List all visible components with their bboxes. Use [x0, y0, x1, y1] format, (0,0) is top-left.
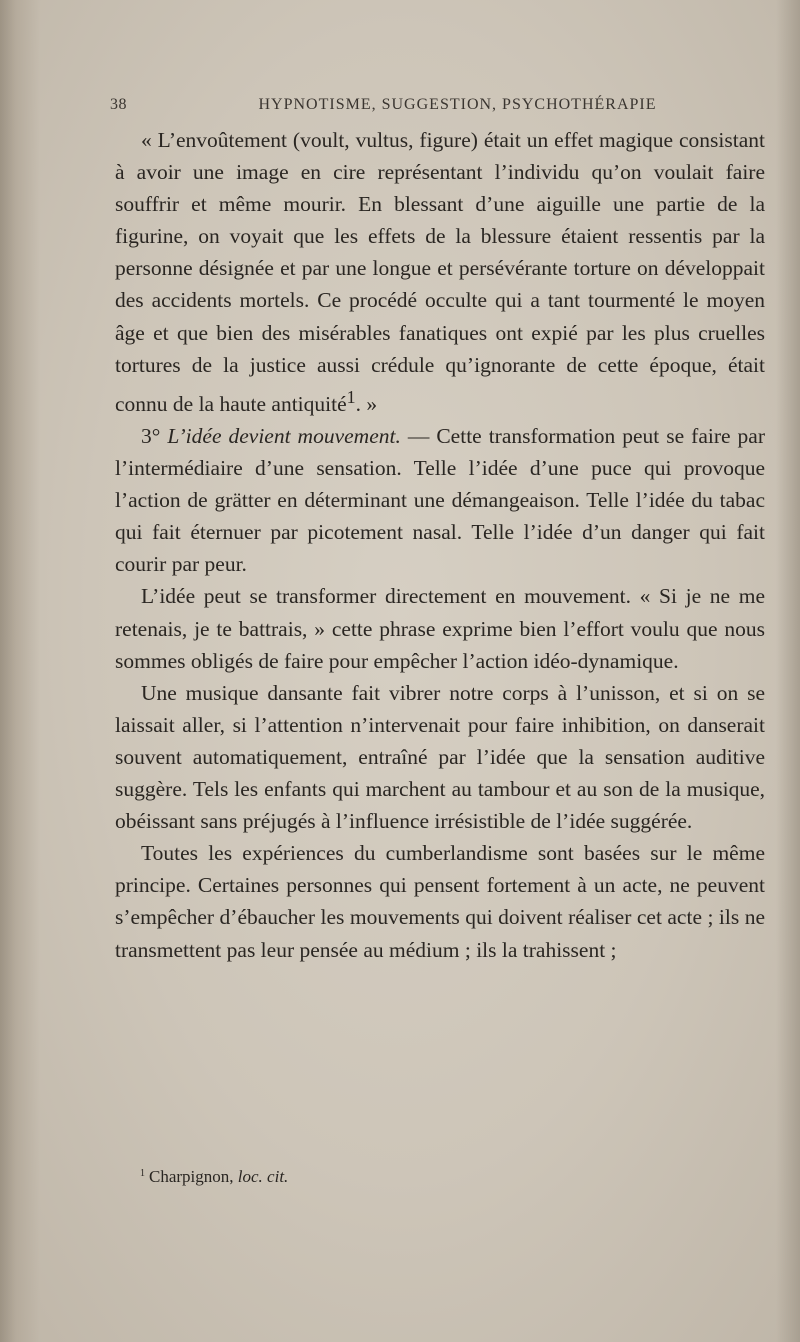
paragraph-envoutement	[115, 124, 765, 420]
paragraph-transformation: L’idée peut se transformer directement en mouvement. « Si je ne me retenais, je te battrais, » cette phrase exprime bien l’effort voulu que nous sommes obligés de faire pour empêcher l’action idéo-dynamique.	[115, 584, 765, 673]
section-number: 3°	[141, 424, 161, 448]
footnote-reference: 1	[346, 386, 356, 407]
paragraph-text: — Cette transformation peut se faire par l’intermédiaire d’une sensation. Telle l’idée d’une puce qui provoque l’action de grätter en déterminant une démangeaison. Telle l’idée du tabac qui fait éternuer par picotement nasal. Telle l’idée d’un danger qui fait courir par peur.	[115, 424, 766, 577]
paragraph-cumberlandisme: Toutes les expériences du cumberlandisme sont basées sur le même principe. Certaines personnes qui pensent fortement à un acte, ne peuvent s’empêcher d’ébaucher les mouvements qui doivent réaliser cet acte ; ils ne transmettent pas leur pensée au médium ; ils la trahissent ;	[115, 841, 765, 962]
paragraph-text: « L’envoûtement (voult, vultus, figure) était un effet magique consistant à avoir une image en cire représentant l’individu qu’on voulait faire souffrir et même mourir. En blessant d’une aiguille une partie de la figurine, on voyait que les effets de la blessure étaient ressentis par la personne désignée et par une longue et persévérante torture on développait des accidents mortels. Ce procédé occulte qui a tant tourmenté le moyen âge et que bien des misérables fanatiques ont expié par les plus cruelles tortures de la justice aussi crédule qu’ignorante de cette époque, était connu de la haute antiquité	[115, 128, 765, 416]
section-heading: L’idée devient mouvement.	[167, 424, 401, 448]
footnote-marker: 1	[140, 1168, 145, 1179]
footnote	[140, 1163, 760, 1188]
page-shadow-right	[776, 0, 800, 1342]
paragraph-idee-mouvement	[115, 420, 765, 580]
paragraph-musique: Une musique dansante fait vibrer notre corps à l’unisson, et si on se laissait aller, si l’attention n’intervenait pour faire inhibition, on danserait souvent automatiquement, entraîné par l’idée que la sensation auditive suggère. Tels les enfants qui marchent au tambour et au son de la musique, obéissant sans préjugés à l’influence irrésistible de l’idée suggérée.	[115, 680, 765, 834]
page-header	[110, 96, 765, 120]
footnote-author: Charpignon,	[149, 1167, 238, 1186]
body-text	[115, 124, 765, 966]
paragraph-end: . »	[355, 391, 378, 416]
footnote-citation: loc. cit.	[237, 1167, 289, 1186]
page-number: 38	[110, 96, 127, 113]
running-title: HYPNOTISME, SUGGESTION, PSYCHOTHÉRAPIE	[258, 96, 657, 113]
page-shadow-left	[0, 0, 40, 1342]
